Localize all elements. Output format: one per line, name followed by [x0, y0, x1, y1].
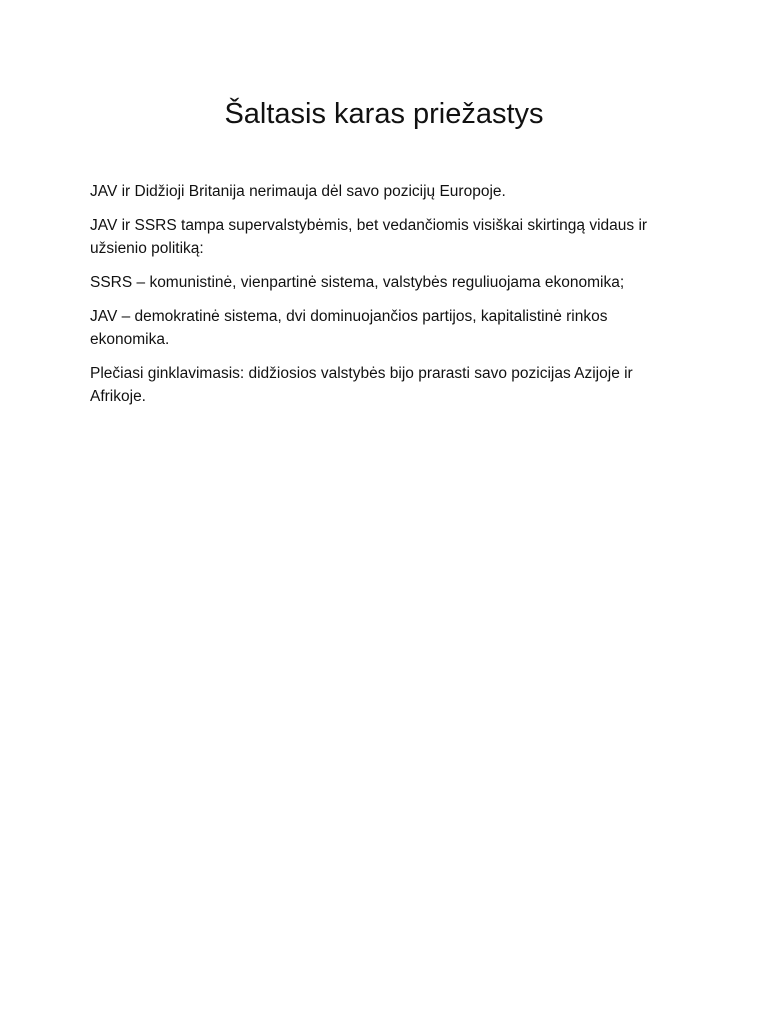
paragraph-2: JAV ir SSRS tampa supervalstybėmis, bet vedančiomis visiškai skirtingą vidaus ir užsienio politiką: [90, 217, 648, 257]
document-body [90, 180, 680, 419]
paragraph-5: Plečiasi ginklavimasis: didžiosios valstybės bijo prarasti savo pozicijas Azijoje ir Afrikoje. [90, 365, 633, 405]
document-title: Šaltasis karas priežastys [224, 98, 544, 130]
paragraph-3: SSRS – komunistinė, vienpartinė sistema, valstybės reguliuojama ekonomika; [90, 274, 625, 291]
paragraph-4: JAV – demokratinė sistema, dvi dominuojančios partijos, kapitalistinė rinkos ekonomika. [90, 308, 608, 348]
paragraph-1: JAV ir Didžioji Britanija nerimauja dėl savo pozicijų Europoje. [90, 183, 506, 200]
